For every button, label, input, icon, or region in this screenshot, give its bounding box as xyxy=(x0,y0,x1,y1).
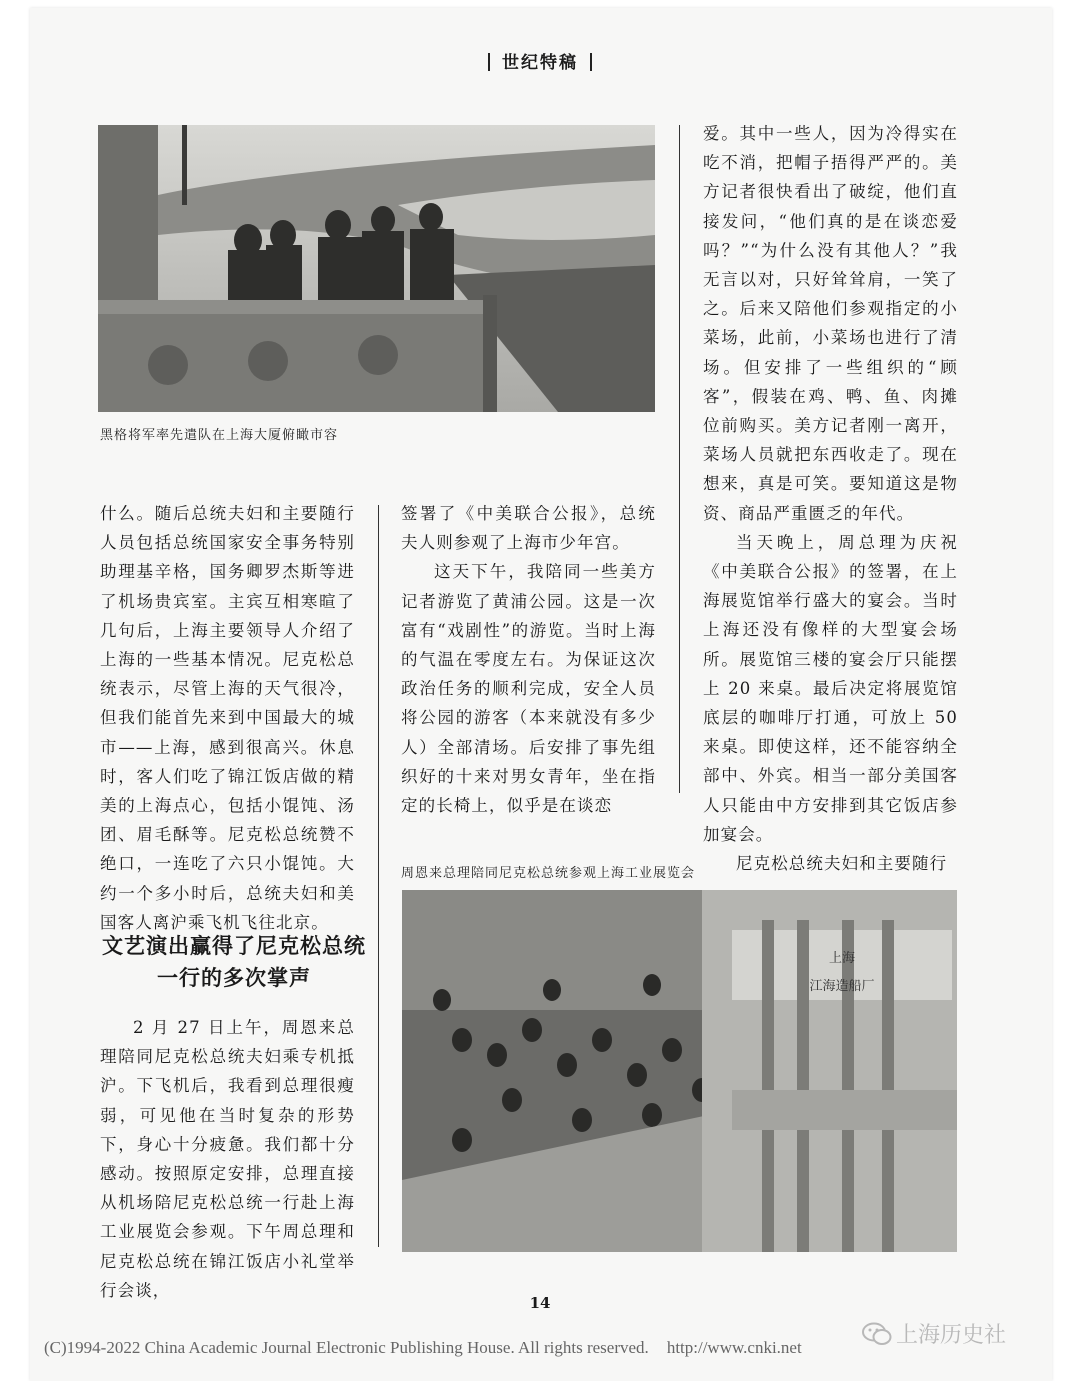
text-column-middle xyxy=(401,499,656,820)
cnki-link[interactable]: http://www.cnki.net xyxy=(666,1338,802,1357)
text-column-left-lower xyxy=(100,1013,355,1305)
paragraph: 当天晚上，周总理为庆祝《中美联合公报》的签署，在上海展览馆举行盛大的宴会。当时上海还没有像样的大型宴会场所。展览馆三楼的宴会厅只能摆上 20 来桌。最后决定将展览馆底层的咖啡厅打通，可放上 50 来桌。即使这样，还不能容纳全部中、外宾。相当一部分美国客人只能由中方安排到其它饭店参加宴会。 xyxy=(703,532,958,844)
machine-sign-text: 上海 xyxy=(828,951,856,966)
photo-caption: 黑格将军率先遣队在上海大厦俯瞰市容 xyxy=(100,428,339,443)
copyright-line xyxy=(44,1338,802,1358)
watermark xyxy=(862,1318,1006,1352)
photo-caption: 周恩来总理陪同尼克松总统参观上海工业展览会 xyxy=(401,866,696,881)
photo-rooftop-view xyxy=(98,125,655,412)
watermark-text: 上海历史社 xyxy=(896,1323,1007,1348)
column-divider xyxy=(679,125,680,793)
section-header xyxy=(0,48,1080,73)
section-title: 世纪特稿 xyxy=(502,53,578,73)
photo-exhibition-visit xyxy=(402,890,957,1252)
copyright-text: (C)1994-2022 China Academic Journal Electronic Publishing House. All rights reserved. xyxy=(44,1338,649,1357)
machine-sign-text: 江海造船厂 xyxy=(809,979,875,994)
paragraph: 尼克松总统夫妇和主要随行 xyxy=(736,854,948,874)
section-subheading: 文艺演出赢得了尼克松总统一行的多次掌声 xyxy=(102,933,366,990)
paragraph: 签署了《中美联合公报》，总统夫人则参观了上海市少年宫。 xyxy=(401,504,656,553)
text-column-left xyxy=(100,499,355,937)
paragraph: 这天下午，我陪同一些美方记者游览了黄浦公园。这是一次富有“戏剧性”的游览。当时上海的气温在零度左右。为保证这次政治任务的顺利完成，安全人员将公园的游客（本来就没有多少人）全部清场。后安排了事先组织好的十来对男女青年，坐在指定的长椅上，似乎是在谈恋 xyxy=(401,562,656,816)
paragraph: 什么。随后总统夫妇和主要随行人员包括总统国家安全事务特别助理基辛格，国务卿罗杰斯等进了机场贵宾室。主宾互相寒暄了几句后，上海主要领导人介绍了上海的一些基本情况。尼克松总统表示，尽管上海的天气很冷，但我们能首先来到中国最大的城市——上海，感到很高兴。休息时，客人们吃了锦江饭店做的精美的上海点心，包括小馄饨、汤团、眉毛酥等。尼克松总统赞不绝口，一连吃了六只小馄饨。大约一个多小时后，总统夫妇和美国客人离沪乘飞机飞往北京。 xyxy=(100,504,355,932)
column-divider xyxy=(378,505,379,1247)
wechat-icon xyxy=(862,1322,892,1352)
paragraph: 2 月 27 日上午，周恩来总理陪同尼克松总统夫妇乘专机抵沪。下飞机后，我看到总理很瘦弱，可见他在当时复杂的形势下，身心十分疲惫。我们都十分感动。按照原定安排，总理直接从机场陪尼克松总统一行赴上海工业展览会参观。下午周总理和尼克松总统在锦江饭店小礼堂举行会谈， xyxy=(100,1018,355,1300)
page-number: 14 xyxy=(529,1294,551,1312)
text-column-right-top xyxy=(703,119,958,878)
paragraph: 爱。其中一些人，因为冷得实在吃不消，把帽子捂得严严的。美方记者很快看出了破绽，他们直接发问，“他们真的是在谈恋爱吗？”“为什么没有其他人？”我无言以对，只好耸耸肩，一笑了之。后来又陪他们参观指定的小菜场，此前，小菜场也进行了清场。但安排了一些组织的“顾客”，假装在鸡、鸭、鱼、肉摊位前购买。美方记者刚一离开，菜场人员就把东西收走了。现在想来，真是可笑。要知道这是物资、商品严重匮乏的年代。 xyxy=(703,124,958,523)
